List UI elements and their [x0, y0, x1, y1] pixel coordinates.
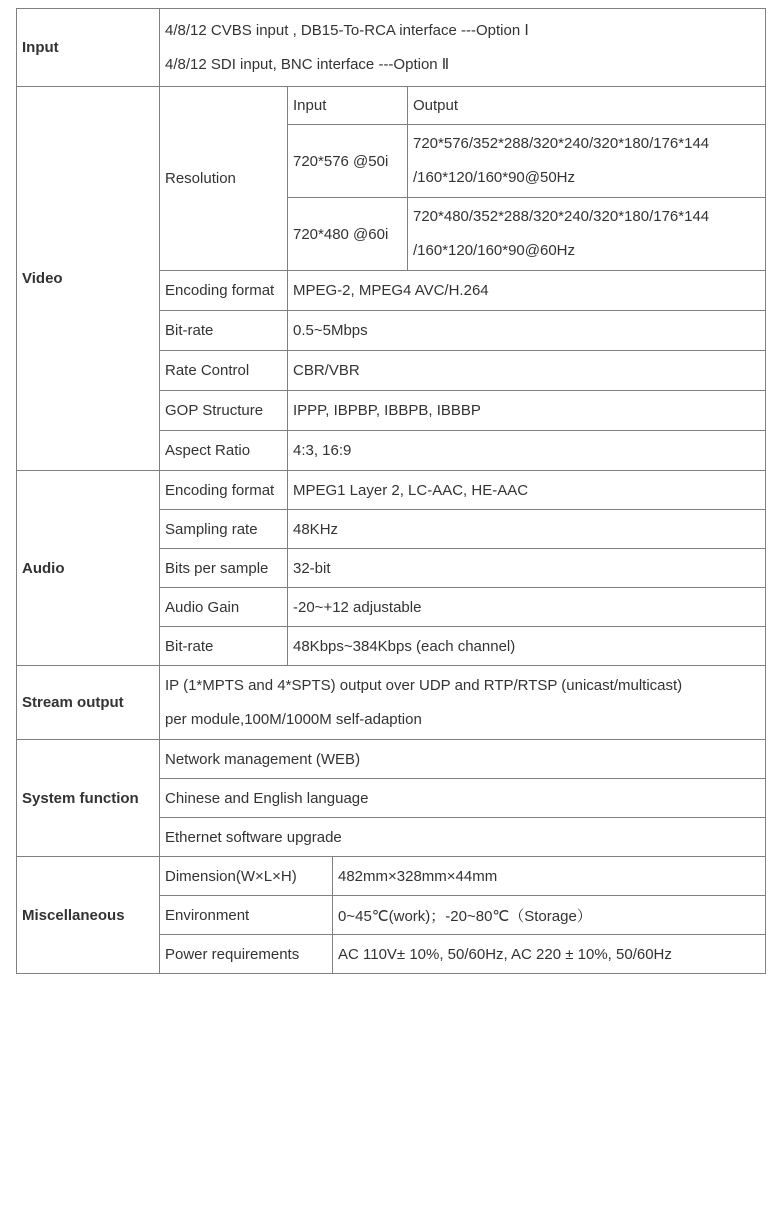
video-aspect-ratio-label: Aspect Ratio — [160, 431, 288, 471]
video-gop-structure-value: IPPP, IBPBP, IBBPB, IBBBP — [288, 391, 766, 431]
misc-environment-label: Environment — [160, 896, 333, 935]
spec-category-system-function: System function — [17, 740, 160, 857]
resolution-output-60i-cell — [408, 198, 766, 271]
audio-encoding-format-label: Encoding format — [160, 471, 288, 510]
spec-category-input: Input — [17, 9, 160, 87]
stream-output-section-table — [16, 665, 766, 740]
audio-sampling-rate-label: Sampling rate — [160, 510, 288, 549]
audio-bits-per-sample-label: Bits per sample — [160, 549, 288, 588]
resolution-output-60i-line2: /160*120/160*90@60Hz — [413, 242, 576, 259]
misc-dimension-label: Dimension(W×L×H) — [160, 857, 333, 896]
input-value-cell — [160, 9, 766, 87]
resolution-label-cell: Resolution — [160, 87, 288, 271]
spec-category-video: Video — [17, 87, 160, 471]
resolution-output-50i-line1: 720*576/352*288/320*240/320*180/176*144 — [413, 135, 710, 152]
spec-sheet — [16, 8, 766, 974]
stream-output-value-cell — [160, 666, 766, 740]
misc-environment-value: 0~45℃(work)；-20~80℃（Storage） — [333, 896, 766, 935]
video-encoding-format-label: Encoding format — [160, 271, 288, 311]
misc-power-label: Power requirements — [160, 935, 333, 974]
resolution-output-60i-line1: 720*480/352*288/320*240/320*180/176*144 — [413, 208, 710, 225]
audio-encoding-format-value: MPEG1 Layer 2, LC-AAC, HE-AAC — [288, 471, 766, 510]
system-function-section-table — [16, 739, 766, 857]
stream-output-line2: per module,100M/1000M self-adaption — [165, 710, 422, 728]
audio-sampling-rate-value: 48KHz — [288, 510, 766, 549]
audio-bits-per-sample-value: 32-bit — [288, 549, 766, 588]
audio-gain-label: Audio Gain — [160, 588, 288, 627]
resolution-header-input: Input — [288, 87, 408, 125]
spec-category-audio: Audio — [17, 471, 160, 666]
resolution-input-50i-cell: 720*576 @50i — [288, 125, 408, 198]
video-encoding-format-value: MPEG-2, MPEG4 AVC/H.264 — [288, 271, 766, 311]
audio-section-table — [16, 470, 766, 666]
audio-gain-value: -20~+12 adjustable — [288, 588, 766, 627]
input-option1-text: 4/8/12 CVBS input , DB15-To-RCA interface ---Option Ⅰ — [165, 21, 529, 39]
misc-power-value: AC 110V± 10%, 50/60Hz, AC 220 ± 10%, 50/60Hz — [333, 935, 766, 974]
system-function-language-value: Chinese and English language — [160, 779, 766, 818]
input-section-table — [16, 8, 766, 87]
video-section-table — [16, 86, 766, 471]
video-rate-control-value: CBR/VBR — [288, 351, 766, 391]
spec-category-stream-output: Stream output — [17, 666, 160, 740]
miscellaneous-section-table — [16, 856, 766, 974]
system-function-upgrade-value: Ethernet software upgrade — [160, 818, 766, 857]
audio-bitrate-value: 48Kbps~384Kbps (each channel) — [288, 627, 766, 666]
resolution-header-output: Output — [408, 87, 766, 125]
resolution-input-60i-cell: 720*480 @60i — [288, 198, 408, 271]
spec-category-miscellaneous: Miscellaneous — [17, 857, 160, 974]
video-rate-control-label: Rate Control — [160, 351, 288, 391]
video-aspect-ratio-value: 4:3, 16:9 — [288, 431, 766, 471]
input-option2-text: 4/8/12 SDI input, BNC interface ---Option Ⅱ — [165, 55, 450, 73]
audio-bitrate-label: Bit-rate — [160, 627, 288, 666]
video-gop-structure-label: GOP Structure — [160, 391, 288, 431]
stream-output-line1: IP (1*MPTS and 4*SPTS) output over UDP and RTP/RTSP (unicast/multicast) — [165, 676, 683, 694]
resolution-output-50i-cell — [408, 125, 766, 198]
system-function-web-value: Network management (WEB) — [160, 740, 766, 779]
video-bitrate-value: 0.5~5Mbps — [288, 311, 766, 351]
resolution-output-50i-line2: /160*120/160*90@50Hz — [413, 169, 576, 186]
video-bitrate-label: Bit-rate — [160, 311, 288, 351]
misc-dimension-value: 482mm×328mm×44mm — [333, 857, 766, 896]
